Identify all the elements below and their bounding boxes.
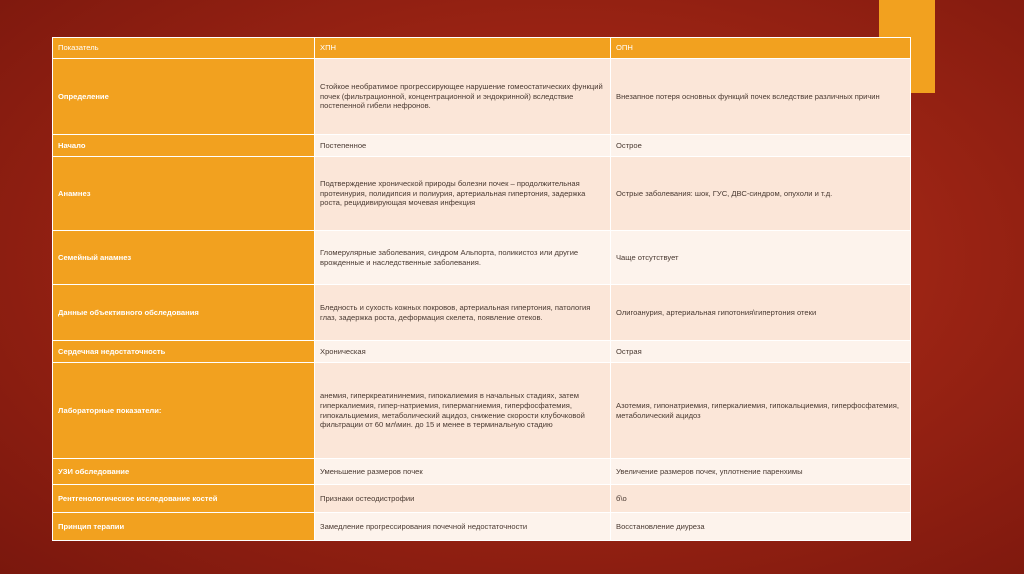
row-chronic: Хроническая: [315, 341, 611, 363]
table-row: [53, 363, 911, 459]
row-acute: Острая: [611, 341, 911, 363]
row-acute: Увеличение размеров почек, уплотнение паренхимы: [611, 459, 911, 485]
row-chronic: Гломерулярные заболевания, синдром Альпорта, поликистоз или другие врожденные и наследственные заболевания.: [315, 231, 611, 285]
row-acute: Восстановление диуреза: [611, 513, 911, 541]
row-parameter: Рентгенологическое исследование костей: [53, 485, 315, 513]
row-chronic: Подтверждение хронической природы болезни почек – продолжительная протеинурия, полидипсия и полиурия, артериальная гипертония, задержка роста, рецидивирующая мочевая инфекция: [315, 157, 611, 231]
row-acute: Чаще отсутствует: [611, 231, 911, 285]
row-parameter: Данные объективного обследования: [53, 285, 315, 341]
row-chronic: Замедление прогрессирования почечной недостаточности: [315, 513, 611, 541]
table-row: [53, 231, 911, 285]
row-chronic: анемия, гиперкреатининемия, гипокалиемия в начальных стадиях, затем гиперкалиемия, гипер-натриемия, гипермагниемия, гиперфосфатемия, гипокальциемия, метаболический ацидоз, снижение скорости клубочковой фильтрации от 60 мл\мин. до 15 и менее в терминальную стадию: [315, 363, 611, 459]
table-row: [53, 341, 911, 363]
row-chronic: Стойкое необратимое прогрессирующее нарушение гомеостатических функций почек (фильтрационной, концентрационной и эндокринной) вследствие постепенной гибели нефронов.: [315, 59, 611, 135]
row-acute: б\о: [611, 485, 911, 513]
table-row: [53, 513, 911, 541]
row-chronic: Бледность и сухость кожных покровов, артериальная гипертония, патология глаз, задержка роста, деформация скелета, появление отеков.: [315, 285, 611, 341]
row-chronic: Уменьшение размеров почек: [315, 459, 611, 485]
row-acute: Азотемия, гипонатриемия, гиперкалиемия, гипокальциемия, гиперфосфатемия, метаболический ацидоз: [611, 363, 911, 459]
header-parameter: Показатель: [53, 38, 315, 59]
table-row: [53, 485, 911, 513]
row-parameter: Принцип терапии: [53, 513, 315, 541]
row-chronic: Признаки остеодистрофии: [315, 485, 611, 513]
row-parameter: Анамнез: [53, 157, 315, 231]
row-parameter: Семейный анамнез: [53, 231, 315, 285]
comparison-table: [52, 37, 911, 541]
row-chronic: Постепенное: [315, 135, 611, 157]
table-header-row: [53, 38, 911, 59]
table-row: [53, 157, 911, 231]
row-acute: Острое: [611, 135, 911, 157]
table-row: [53, 459, 911, 485]
table-row: [53, 59, 911, 135]
table-row: [53, 285, 911, 341]
row-acute: Острые заболевания: шок, ГУС, ДВС-синдром, опухоли и т.д.: [611, 157, 911, 231]
row-parameter: Сердечная недостаточность: [53, 341, 315, 363]
header-chronic: ХПН: [315, 38, 611, 59]
row-parameter: Определение: [53, 59, 315, 135]
header-acute: ОПН: [611, 38, 911, 59]
row-acute: Олигоанурия, артериальная гипотония\гипертония отеки: [611, 285, 911, 341]
table-row: [53, 135, 911, 157]
row-parameter: УЗИ обследование: [53, 459, 315, 485]
row-acute: Внезапное потеря основных функций почек вследствие различных причин: [611, 59, 911, 135]
row-parameter: Начало: [53, 135, 315, 157]
row-parameter: Лабораторные показатели:: [53, 363, 315, 459]
